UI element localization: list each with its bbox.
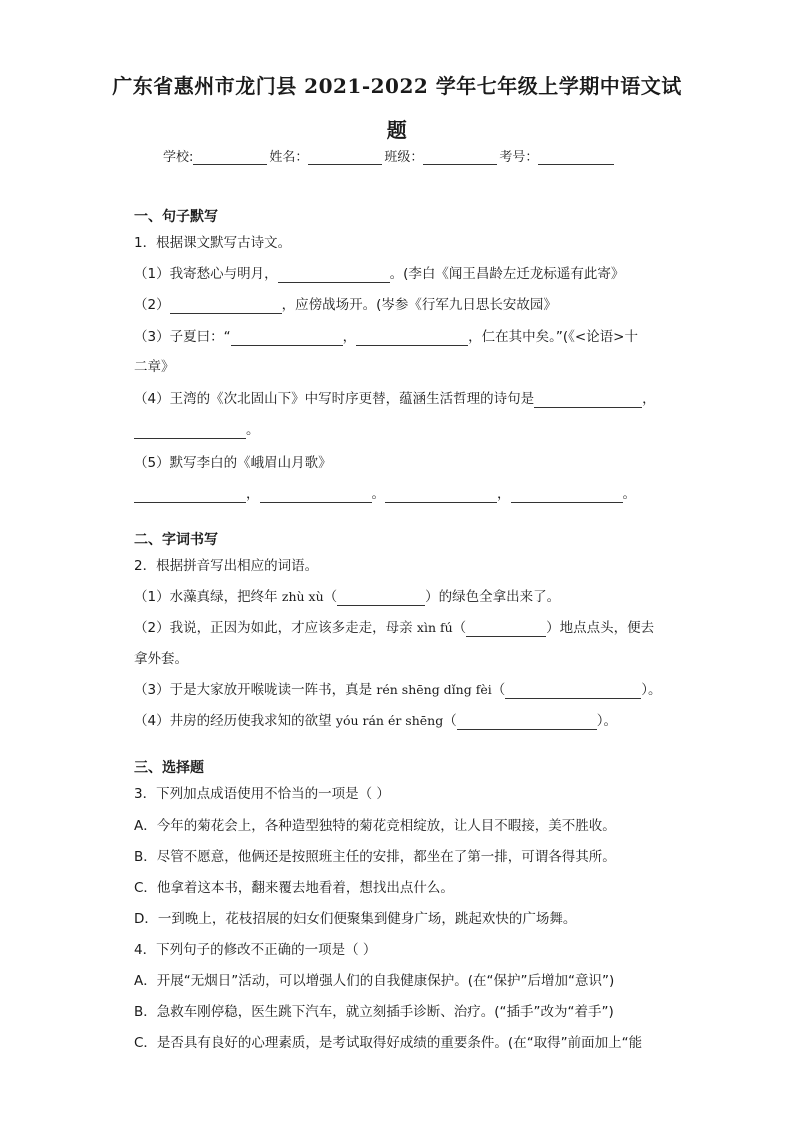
q3-option-b[interactable]: B．尽管不愿意，他俩还是按照班主任的安排，都坐在了第一排，可谓各得其所。 (134, 849, 616, 865)
q4-option-b[interactable]: B．急救车刚停稳，医生跳下汽车，就立刻插手诊断、治疗。(“插手”改为“着手”) (134, 1004, 614, 1020)
class-label: 班级： (384, 150, 424, 165)
page-title: 广东省惠州市龙门县 2021-2022 学年七年级上学期中语文试 (112, 74, 682, 98)
answer-blank[interactable] (337, 590, 425, 606)
page-title-continued: 题 (386, 118, 408, 142)
q2-item-1: （1）水藻真绿，把终年 zhù xù（ ）的绿色全拿出来了。 (134, 589, 561, 605)
q3-option-d[interactable]: D．一到晚上，花枝招展的妇女们便聚集到健身广场，跳起欢快的广场舞。 (134, 911, 577, 927)
answer-blank[interactable] (134, 423, 246, 439)
answer-blank[interactable] (260, 487, 372, 503)
q2-item-4: （4）井房的经历使我求知的欲望 yóu rán ér shēng（ ）。 (134, 713, 617, 729)
q2-item-2-cont: 拿外套。 (134, 651, 188, 667)
question-4: 4．下列句子的修改不正确的一项是（ ） (134, 942, 377, 958)
q1-item-3: （3）子夏曰：“ ， ，仁在其中矣。”(《<论语>十 (134, 329, 638, 345)
q1-item-1: （1）我寄愁心与明月， 。(李白《闻王昌龄左迁龙标遥有此寄》 (134, 266, 625, 282)
q1-item-3-cont: 二章》 (134, 359, 175, 375)
answer-blank[interactable] (466, 621, 546, 637)
q3-option-c[interactable]: C．他拿着这本书，翻来覆去地看着，想找出点什么。 (134, 880, 454, 896)
q1-item-4-cont: 。 (134, 421, 260, 439)
answer-blank[interactable] (385, 487, 497, 503)
exam-number-field[interactable] (538, 150, 614, 165)
section-heading-2: 二、字词书写 (134, 532, 218, 548)
school-field[interactable] (193, 150, 267, 165)
answer-blank[interactable] (170, 298, 282, 314)
answer-blank[interactable] (278, 267, 390, 283)
answer-blank[interactable] (457, 714, 597, 730)
q1-item-5-blanks: ， 。 ， 。 (134, 485, 636, 503)
class-field[interactable] (423, 150, 497, 165)
section-heading-1: 一、句子默写 (134, 209, 218, 225)
q3-option-a[interactable]: A．今年的菊花会上，各种造型独特的菊花竞相绽放，让人目不暇接，美不胜收。 (134, 818, 616, 834)
student-info-row (163, 146, 616, 165)
school-label: 学校: (163, 150, 194, 165)
exam-number-label: 考号： (499, 150, 539, 165)
question-2: 2．根据拼音写出相应的词语。 (134, 558, 319, 574)
name-label: 姓名： (269, 150, 309, 165)
answer-blank[interactable] (231, 330, 343, 346)
q1-item-5: （5）默写李白的《峨眉山月歌》 (134, 455, 332, 471)
answer-blank[interactable] (356, 330, 468, 346)
q1-item-2: （2） ，应傍战场开。(岑参《行军九日思长安故园》 (134, 297, 557, 313)
q1-item-4: （4）王湾的《次北固山下》中写时序更替，蕴涵生活哲理的诗句是 ， (134, 391, 656, 407)
answer-blank[interactable] (134, 487, 246, 503)
section-heading-3: 三、选择题 (134, 760, 204, 776)
q2-item-2: （2）我说，正因为如此，才应该多走走，母亲 xìn fú（ ）地点点头，便去 (134, 620, 655, 636)
q4-option-c[interactable]: C．是否具有良好的心理素质，是考试取得好成绩的重要条件。(在“取得”前面加上“能 (134, 1035, 643, 1051)
answer-blank[interactable] (534, 392, 642, 408)
question-3: 3．下列加点成语使用不恰当的一项是（ ） (134, 786, 390, 802)
q4-option-a[interactable]: A．开展“无烟日”活动，可以增强人们的自我健康保护。(在“保护”后增加“意识”) (134, 973, 615, 989)
answer-blank[interactable] (505, 683, 641, 699)
answer-blank[interactable] (511, 487, 623, 503)
q2-item-3: （3）于是大家放开喉咙读一阵书，真是 rén shēng dǐng fèi（ ）。 (134, 682, 662, 698)
name-field[interactable] (308, 150, 382, 165)
question-1: 1．根据课文默写古诗文。 (134, 235, 292, 251)
